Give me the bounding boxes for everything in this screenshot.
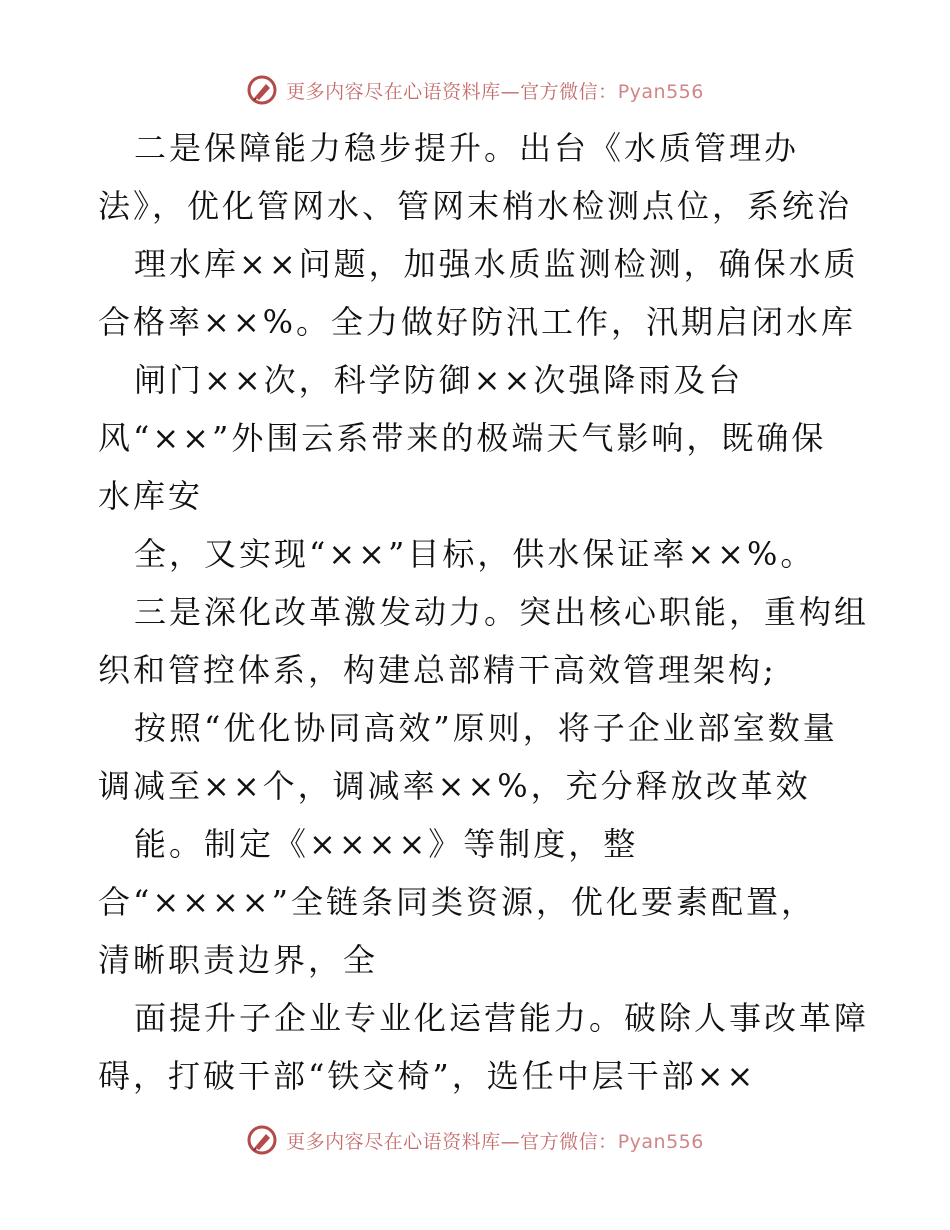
watermark-wechat-label: 官方微信： [520, 1130, 618, 1153]
watermark-wechat-id: Pyan556 [617, 1130, 704, 1153]
watermark-group [246, 74, 704, 106]
watermark-brand: 更多内容尽在心语资料库 [286, 1130, 501, 1153]
pen-logo-icon [246, 1124, 278, 1156]
text-line: 合格率××%。全力做好防汛工作，汛期启闭水库 [98, 303, 857, 341]
text-line: 碍，打破干部“铁交椅”，选任中层干部×× [98, 1057, 757, 1095]
watermark-text [286, 77, 704, 104]
watermark-wechat-label: 官方微信： [520, 80, 618, 103]
text-line: 合“××××”全链条同类资源，优化要素配置， [98, 883, 816, 921]
watermark-dash: — [500, 1130, 521, 1153]
text-line: 闸门××次，科学防御××次强降雨及台 [134, 361, 744, 399]
watermark-dash: — [500, 80, 521, 103]
text-line: 调减至××个，调减率××%，充分释放改革效 [98, 767, 811, 805]
text-line: 理水库××问题，加强水质监测检测，确保水质 [134, 245, 859, 283]
text-line: 按照“优化协同高效”原则，将子企业部室数量 [134, 709, 838, 747]
text-line: 风“××”外围云系带来的极端天气影响，既确保 [98, 419, 827, 457]
text-line: 面提升子企业专业化运营能力。破除人事改革障 [134, 999, 870, 1037]
header-watermark [0, 70, 950, 110]
watermark-brand: 更多内容尽在心语资料库 [286, 80, 501, 103]
text-line: 二是保障能力稳步提升。出台《水质管理办 [134, 129, 800, 167]
text-line: 水库安 [98, 477, 204, 515]
text-line: 全，又实现“××”目标，供水保证率××%。 [134, 535, 816, 573]
watermark-wechat-id: Pyan556 [617, 80, 704, 103]
pen-logo-icon [246, 74, 278, 106]
watermark-group [246, 1124, 704, 1156]
text-line: 织和管控体系，构建总部精干高效管理架构; [98, 651, 777, 689]
watermark-text [286, 1127, 704, 1154]
footer-watermark [0, 1120, 950, 1160]
text-line: 能。制定《××××》等制度，整 [134, 825, 639, 863]
text-line: 法》，优化管网水、管网末梢水检测点位，系统治 [98, 187, 853, 225]
text-line: 清晰职责边界，全 [98, 941, 379, 979]
text-line: 三是深化改革激发动力。突出核心职能，重构组 [134, 593, 870, 631]
